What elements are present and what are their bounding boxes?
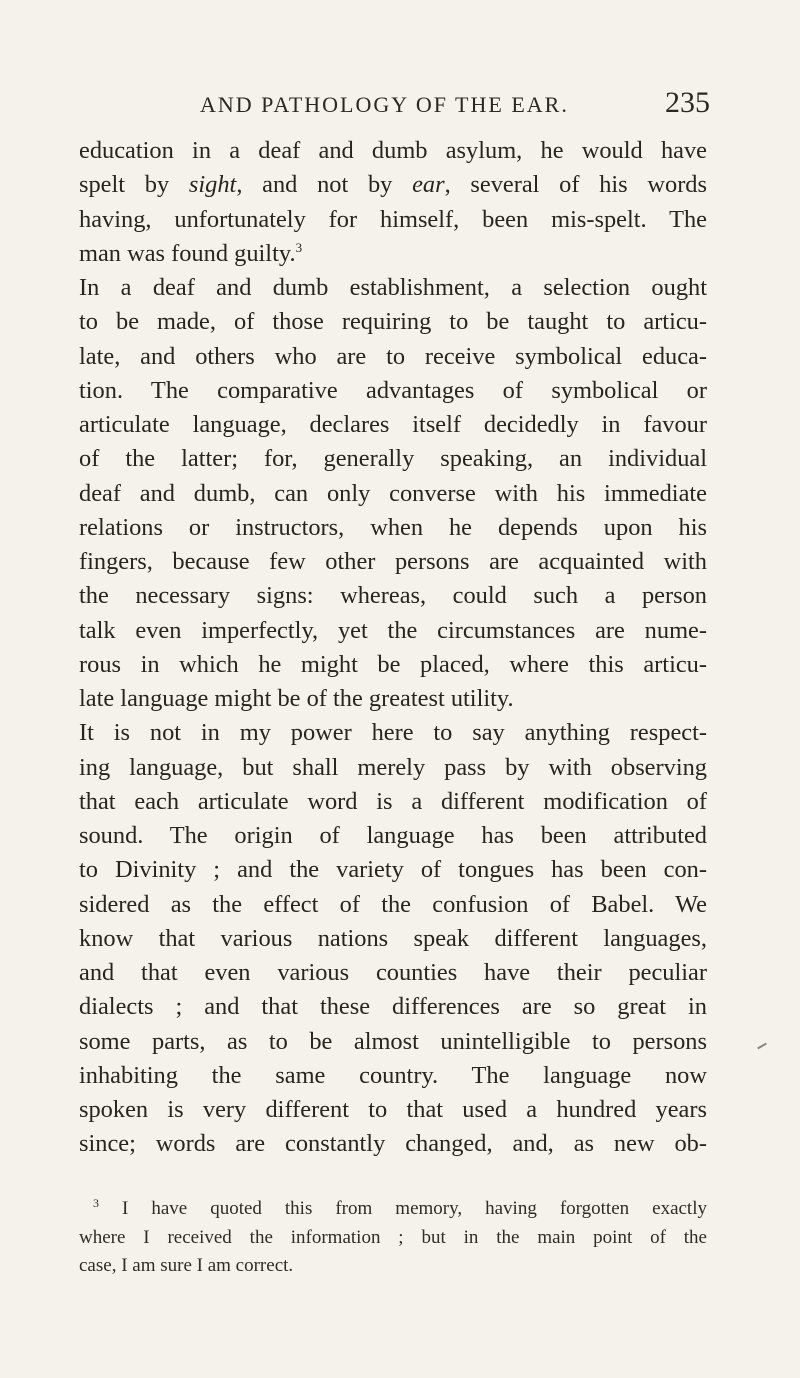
- text-line: inhabiting the same country. The language now: [79, 1061, 707, 1089]
- text-line: rous in which he might be placed, where this articu-: [79, 650, 707, 678]
- footnote-line: case, I am sure I am correct.: [79, 1255, 294, 1276]
- text-line: spoken is very different to that used a hundred years: [79, 1096, 707, 1123]
- footnote-line: $^3$ I have quoted this from memory, having forgotten exactly: [93, 1195, 707, 1219]
- italic-word: ear: [412, 171, 445, 199]
- page-number: 235: [665, 86, 710, 119]
- text-line: ing language, but shall merely pass by with observing: [79, 753, 707, 781]
- text-line: relations or instructors, when he depends upon his: [79, 513, 707, 541]
- text-line: sidered as the effect of the confusion of Babel. We: [79, 890, 707, 918]
- margin-mark: [757, 1043, 767, 1050]
- text-line: man was found guilty.$^3$: [79, 239, 303, 267]
- italic-word: sight: [188, 171, 237, 199]
- text-line: the necessary signs: whereas, could such a person: [79, 582, 707, 610]
- text-line: and that even various counties have their peculiar: [79, 959, 707, 986]
- body-text: [79, 134, 707, 1162]
- text-line: It is not in my power here to say anything respect-: [79, 719, 707, 747]
- text-line: that each articulate word is a different modification of: [79, 787, 707, 815]
- text-line: In a deaf and dumb establishment, a selection ought: [79, 274, 707, 301]
- text-line: spelt by sight, and not by ear, several of his words: [79, 171, 707, 199]
- page-header: [200, 86, 710, 126]
- text-line: late language might be of the greatest utility.: [79, 685, 514, 712]
- text-line: since; words are constantly changed, and, as new ob-: [79, 1130, 707, 1158]
- footnote-line: where I received the information ; but in the main point of the: [79, 1226, 707, 1248]
- text-line: tion. The comparative advantages of symbolical or: [79, 376, 707, 404]
- footnote-number: 3: [93, 1195, 99, 1210]
- text-line: articulate language, declares itself decidedly in favour: [79, 411, 707, 438]
- text-line: late, and others who are to receive symbolical educa-: [79, 342, 707, 370]
- text-line: deaf and dumb, can only converse with his immediate: [79, 479, 707, 507]
- text-line: of the latter; for, generally speaking, an individual: [79, 445, 707, 473]
- text-line: some parts, as to be almost unintelligible to persons: [79, 1027, 707, 1055]
- text-line: know that various nations speak different languages,: [79, 924, 707, 952]
- text-line: to Divinity ; and the variety of tongues has been con-: [79, 856, 707, 884]
- text-line: to be made, of those requiring to be taught to articu-: [79, 308, 707, 336]
- footnote-marker: 3: [295, 239, 303, 255]
- text-line: talk even imperfectly, yet the circumstances are nume-: [79, 616, 707, 644]
- text-line: dialects ; and that these differences are so great in: [79, 993, 707, 1021]
- text-line: sound. The origin of language has been attributed: [79, 822, 707, 849]
- text-line: education in a deaf and dumb asylum, he would have: [79, 137, 707, 164]
- text-line: having, unfortunately for himself, been mis-spelt. The: [79, 205, 707, 233]
- running-title: AND PATHOLOGY OF THE EAR.: [200, 92, 569, 117]
- footnote: [79, 1195, 707, 1281]
- text-line: fingers, because few other persons are acquainted with: [79, 548, 707, 575]
